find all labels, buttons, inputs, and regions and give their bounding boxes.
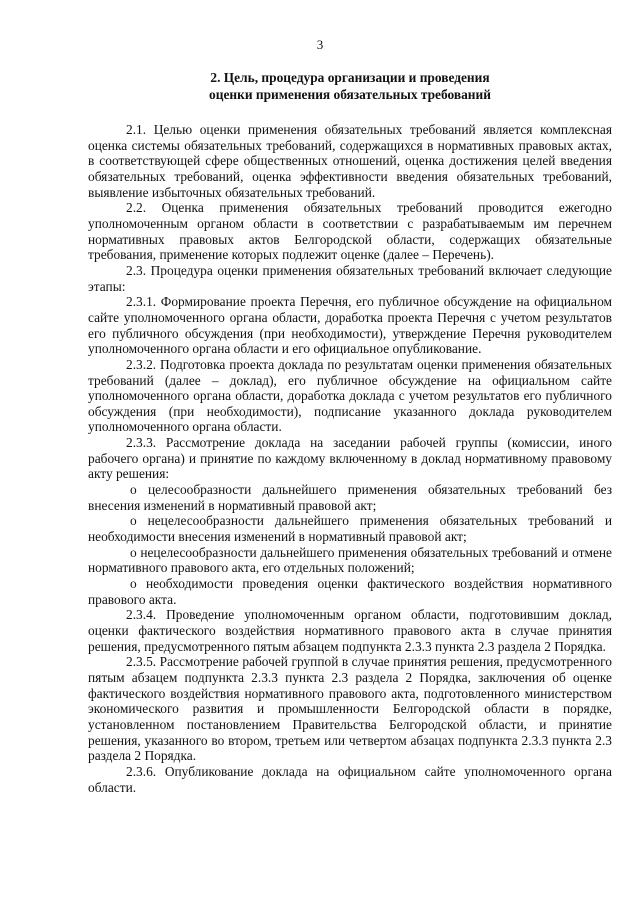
paragraph-2-3-5: 2.3.5. Рассмотрение рабочей группой в случае принятия решения, предусмотренного пятым абзацем подпункта 2.3.3 пункта 2.3 раздела 2 Порядка, заключения об оценке фактического воздействия нормативного правового акта, подготовленного министерством экономического развития и промышленности Белгородской области в порядке, установленном постановлением Правительства Белгородской области, и принятие решения, указанного во втором, третьем или четвертом абзацах подпункта 2.3.3 пункта 2.3 раздела 2 Порядка. [88,654,612,764]
paragraph-2-3-1: 2.3.1. Формирование проекта Перечня, его публичное обсуждение на официальном сайте уполномоченного органа области, доработка проекта Перечня с учетом результатов его публичного обсуждения (при необходимости), утверждение Перечня руководителем уполномоченного органа области и его официальное опубликование. [88,294,612,357]
paragraph-2-3-6: 2.3.6. Опубликование доклада на официальном сайте уполномоченного органа области. [88,763,612,795]
paragraph-2-2: 2.2. Оценка применения обязательных требований проводится ежегодно уполномоченным органом области в соответствии с разрабатываемым им перечнем нормативных правовых актов Белгородской области, содержащих обязательные требования, применение которых подлежит оценке (далее – Перечень). [88,200,612,263]
document-body [88,122,612,795]
section-title-line2: оценки применения обязательных требований [209,87,491,102]
list-item: о нецелесообразности дальнейшего применения обязательных требований и необходимости внесения изменений в нормативный правовой акт; [88,513,612,545]
list-item: о нецелесообразности дальнейшего применения обязательных требований и отмене нормативного правового акта, его отдельных положений; [88,544,612,576]
paragraph-2-3: 2.3. Процедура оценки применения обязательных требований включает следующие этапы: [88,262,612,294]
section-title-line1: 2. Цель, процедура организации и проведения [210,70,490,85]
list-item: о целесообразности дальнейшего применения обязательных требований без внесения изменений в нормативный правовой акт; [88,482,612,513]
list-item: о необходимости проведения оценки фактического воздействия нормативного правового акта. [88,576,612,607]
section-title [88,69,612,103]
paragraph-2-1: 2.1. Целью оценки применения обязательных требований является комплексная оценка системы обязательных требований, содержащихся в нормативных правовых актах, в соответствующей сфере общественных отношений, оценка достижения целей введения обязательных требований, оценка эффективности введения обязательных требований, выявление избыточных обязательных требований. [88,122,612,200]
paragraph-2-3-3: 2.3.3. Рассмотрение доклада на заседании рабочей группы (комиссии, иного рабочего органа) и принятие по каждому включенному в доклад нормативному правовому акту решения: [88,435,612,482]
paragraph-2-3-2: 2.3.2. Подготовка проекта доклада по результатам оценки применения обязательных требований (далее – доклад), его публичное обсуждение на официальном сайте уполномоченного органа области, доработка доклада с учетом результатов его публичного обсуждения (при необходимости), подписание указанного доклада руководителем уполномоченного органа области. [88,356,612,435]
paragraph-2-3-4: 2.3.4. Проведение уполномоченным органом области, подготовившим доклад, оценки фактического воздействия нормативного правового акта в случае принятия решения, предусмотренного пятым абзацем подпункта 2.3.3 пункта 2.3 раздела 2 Порядка. [88,607,612,654]
page-number: 3 [316,37,324,52]
